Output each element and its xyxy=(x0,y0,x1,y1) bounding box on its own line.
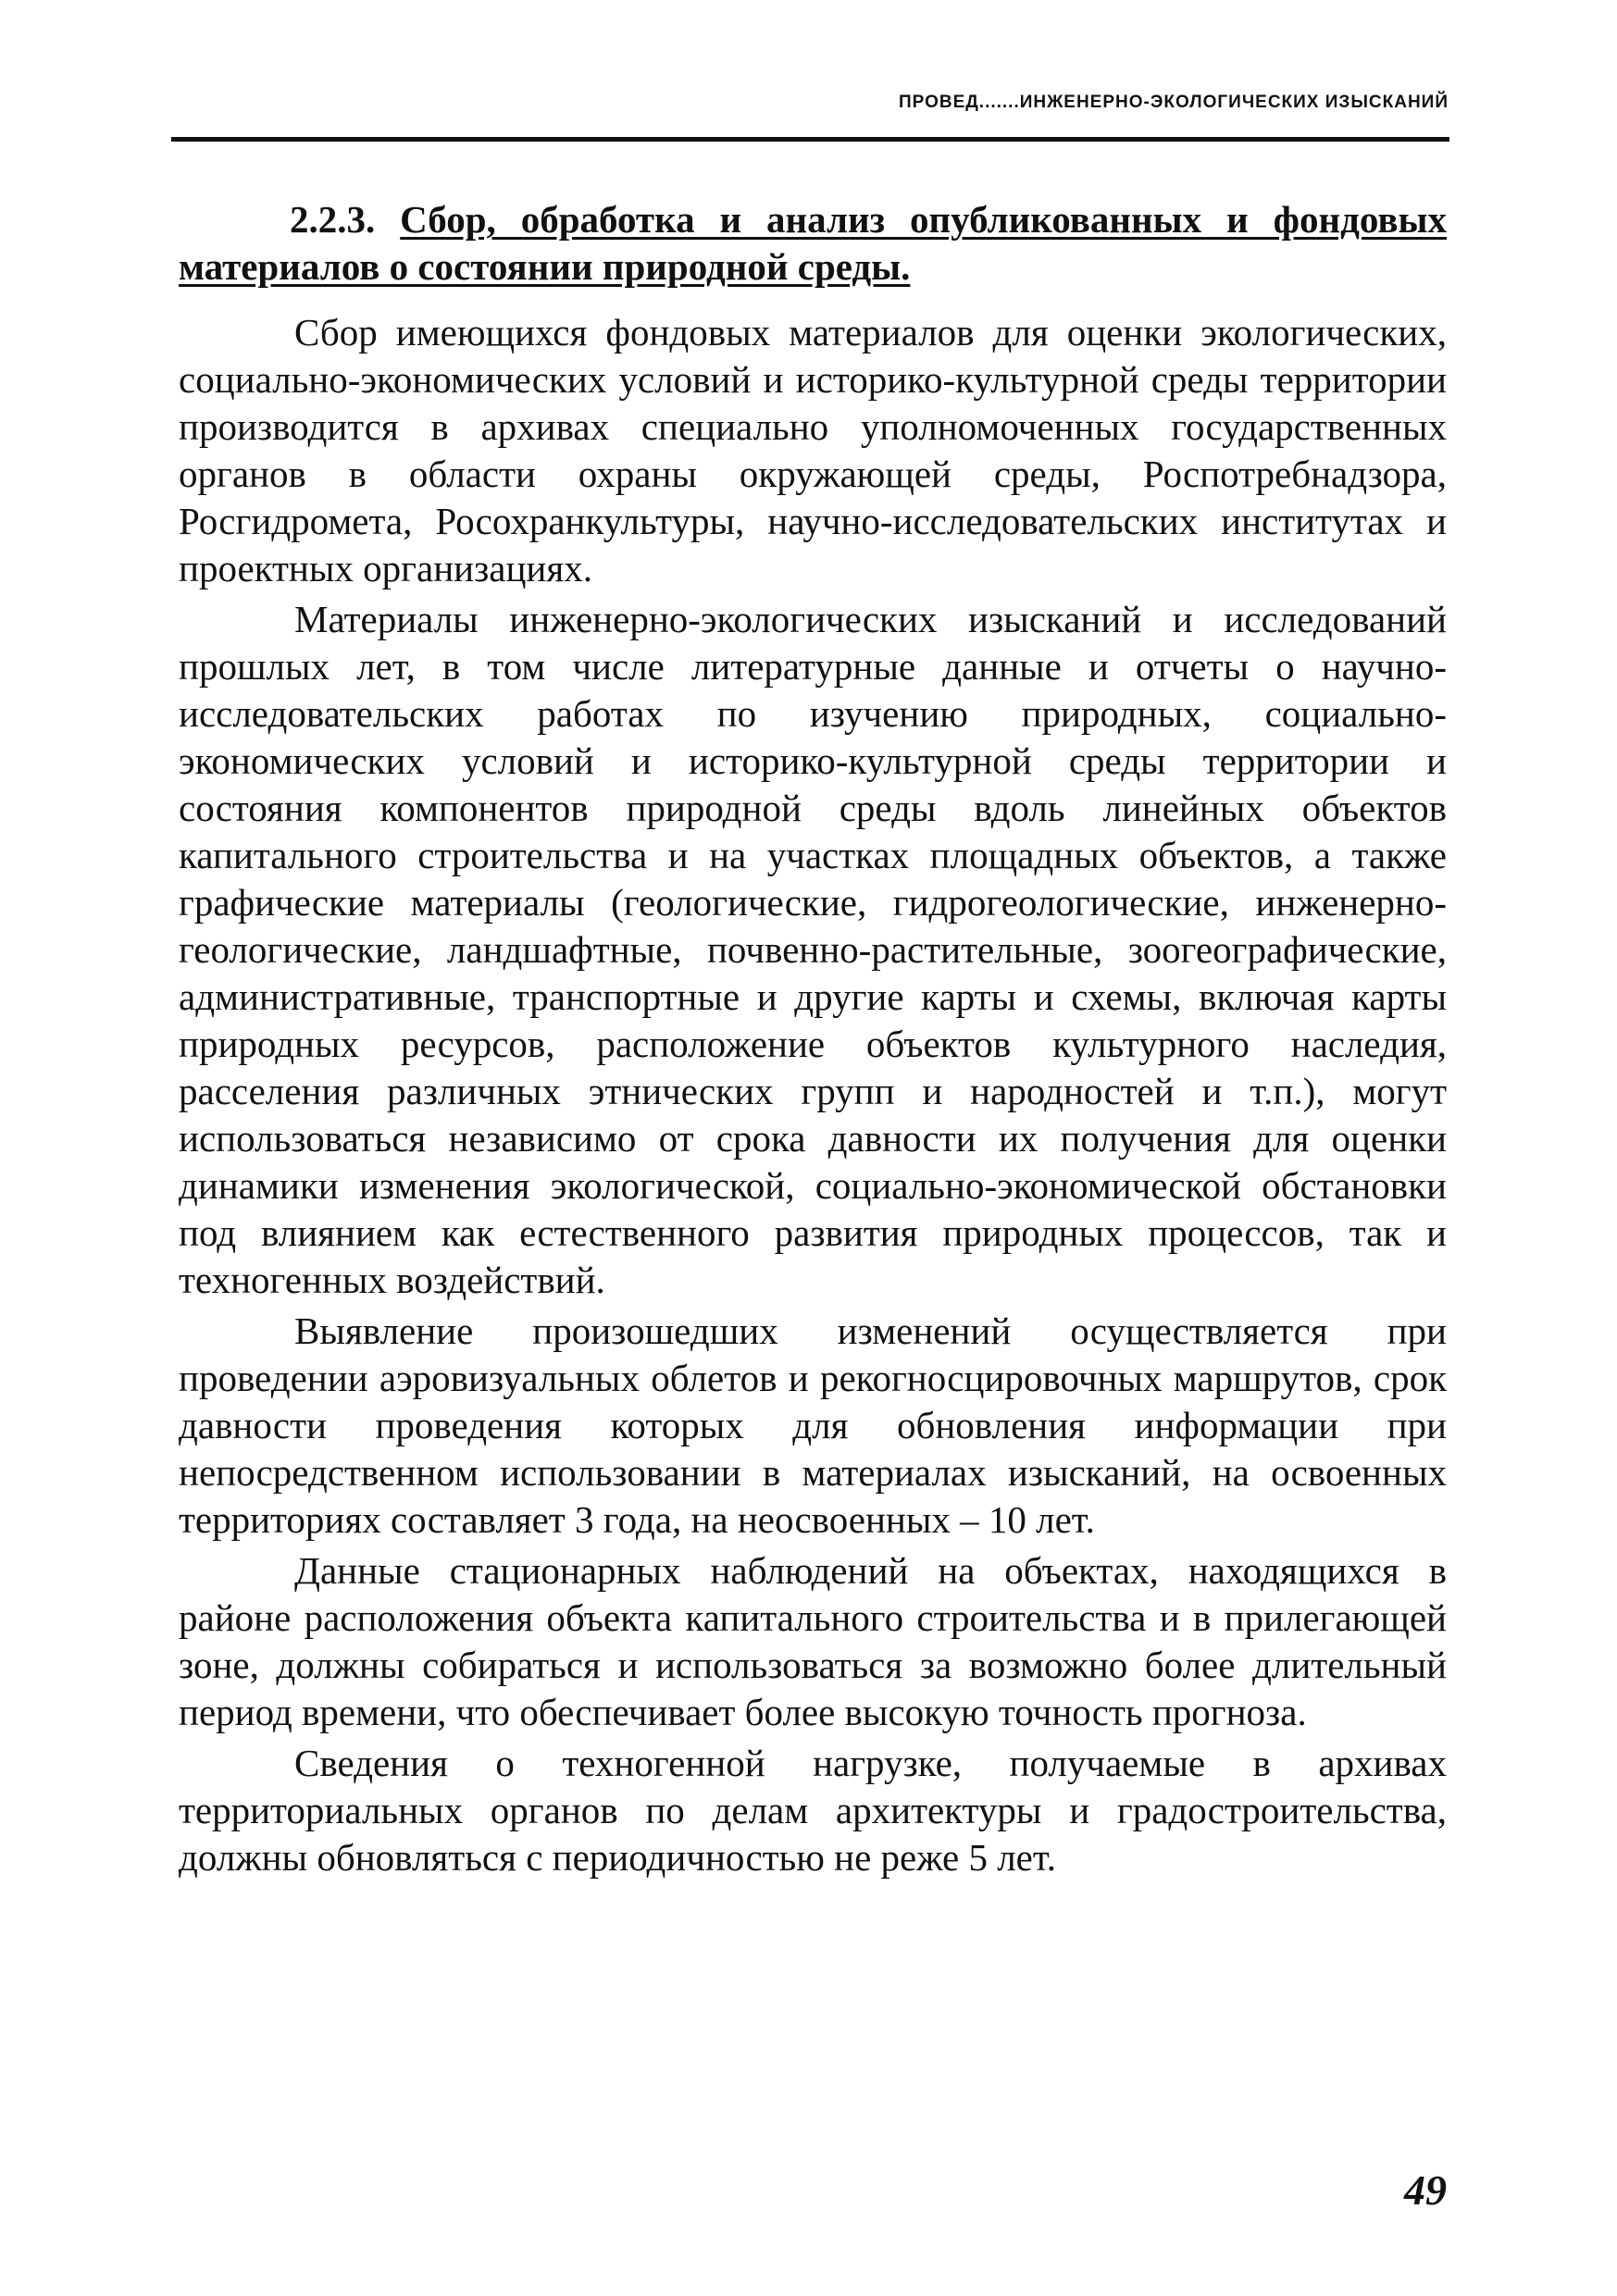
page-number: 49 xyxy=(1404,2166,1447,2214)
paragraph-2: Материалы инженерно-экологических изысканий и исследований прошлых лет, в том числе литературные данные и отчеты о научно-исследовательских работах по изучению природных, социально-экономических условий и историко-культурной среды территории и состояния компонентов природной среды вдоль линейных объектов капитального строительства и на участках площадных объектов, а также графические материалы (геологические, гидрогеологические, инженерно-геологические, ландшафтные, почвенно-растительные, зоогеографические, административные, транспортные и другие карты и схемы, включая карты природных ресурсов, расположение объектов культурного наследия, расселения различных этнических групп и народностей и т.п.), могут использоваться независимо от срока давности их получения для оценки динамики изменения экологической, социально-экономической обстановки под влиянием как естественного развития природных процессов, так и техногенных воздействий. xyxy=(179,598,1447,1301)
paragraph-5: Сведения о техногенной нагрузке, получаемые в архивах территориальных органов по делам архитектуры и градостроительства, должны обновляться с периодичностью не реже 5 лет. xyxy=(179,1742,1447,1879)
paragraph-1: Сбор имеющихся фондовых материалов для оценки экологических, социально-экономических условий и историко-культурной среды территории производится в архивах специально уполномоченных государственных органов в области охраны окружающей среды, Роспотребнадзора, Росгидромета, Росохранкультуры, научно-исследовательских институтах и проектных организациях. xyxy=(179,311,1447,590)
section-heading xyxy=(179,196,1447,291)
section-number: 2.2.3. xyxy=(290,198,376,241)
page-body xyxy=(179,196,1447,1881)
paragraph-3: Выявление произошедших изменений осуществляется при проведении аэровизуальных облетов и рекогносцировочных маршрутов, срок давности проведения которых для обновления информации при непосредственном использовании в материалах изысканий, на освоенных территориях составляет 3 года, на неосвоенных – 10 лет. xyxy=(179,1309,1447,1541)
paragraph-4: Данные стационарных наблюдений на объектах, находящихся в районе расположения объекта капитального строительства и в прилегающей зоне, должны собираться и использоваться за возможно более длительный период времени, что обеспечивает более высокую точность прогноза. xyxy=(179,1549,1447,1733)
running-header: ПРОВЕД.......ИНЖЕНЕРНО-ЭКОЛОГИЧЕСКИХ ИЗЫСКАНИЙ xyxy=(899,93,1449,112)
header-divider xyxy=(171,137,1449,142)
section-title: Сбор, обработка и анализ опубликованных и фондовых материалов о состоянии природной среды. xyxy=(179,198,1448,288)
